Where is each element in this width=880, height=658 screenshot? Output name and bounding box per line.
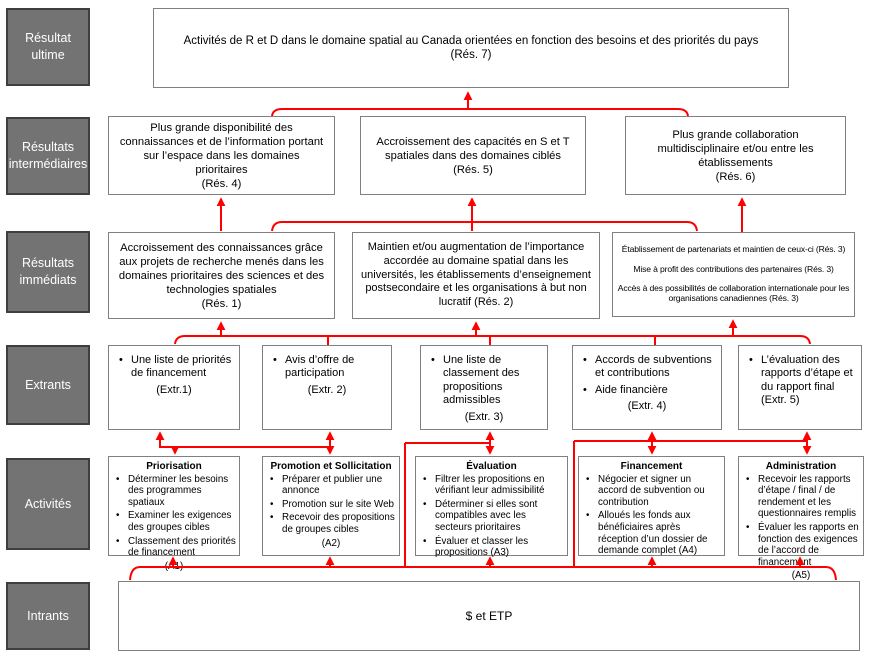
activity-title: Administration (765, 461, 837, 472)
activity-title: Évaluation (466, 461, 517, 472)
intermediate-ref: (Rés. 5) (453, 163, 493, 176)
bus-extrants-to-immediate (175, 336, 810, 344)
immediate-text: Accroissement des connaissances grâce aux projets de recherche menés dans les domaines prioritaires des sciences et des technologies spatiales (118, 241, 325, 296)
box-activity-promotion (262, 456, 400, 556)
extrant-ref: (Extr. 2) (307, 383, 347, 396)
intermediate-ref: (Rés. 4) (201, 177, 242, 190)
bus-immediate-to-intermediate (272, 222, 697, 231)
bullet-item: • Recevoir les rapports d’étape / final / de rendement et les questionnaires remplis (742, 474, 860, 520)
box-activity-priorisation (108, 456, 240, 572)
bullet-item: • Aide financière (577, 384, 717, 397)
activity-ref: (A1) (164, 560, 184, 572)
activity-title: Priorisation (146, 461, 202, 472)
row-label-activites: Activités (6, 458, 90, 550)
intermediate-text: Plus grande collaboration multidisciplinaire et/ou entre les établissements (657, 128, 814, 169)
intermediate-text: Accroissement des capacités en S et T spatiales dans des domaines ciblés (376, 135, 570, 162)
box-extrant-2 (262, 345, 392, 430)
activity-ref: (A2) (321, 537, 341, 549)
row-label-resultats-immediats: Résultats immédiats (6, 231, 90, 313)
row-label-intrants: Intrants (6, 582, 90, 650)
immediate-line: Accès à des possibilités de collaboration internationale pour les organisations canadiennes (Rés. 3) (617, 282, 850, 303)
immediate-line: Mise à profit des contributions des partenaires (Rés. 3) (633, 263, 834, 274)
bullet-item: • Évaluer les rapports en fonction des exigences de l’accord de financement (742, 522, 860, 568)
box-intermediate-res5 (360, 116, 586, 195)
box-intermediate-res6 (625, 116, 846, 195)
bullet-item: • L’évaluation des rapports d’étape et du rapport final (Extr. 5) (743, 354, 857, 408)
bus-intermediate-to-ultimate (272, 109, 688, 116)
row-label-resultats-intermediaires: Résultats intermédiaires (6, 117, 90, 195)
box-extrant-4 (572, 345, 722, 430)
box-immediate-res2 (352, 232, 600, 319)
activity-title: Financement (620, 461, 683, 472)
bullet-item: • Une liste de classement des propositions admissibles (425, 354, 543, 408)
bullet-item: • Examiner les exigences des groupes cibles (112, 510, 236, 533)
bullet-item: • Filtrer les propositions en vérifiant leur admissibilité (419, 474, 564, 497)
intrants-text: $ et ETP (465, 608, 513, 623)
bullet-item: • Avis d’offre de participation (267, 354, 387, 381)
box-activity-administration (738, 456, 864, 582)
box-activity-evaluation (415, 456, 568, 559)
extrant-ref: (Extr.1) (156, 383, 192, 396)
bullet-item: • Accords de subventions et contributions (577, 354, 717, 381)
row-label-resultat-ultime: Résultat ultime (6, 8, 90, 86)
immediate-text: Maintien et/ou augmentation de l’importance accordée au domaine spatial dans les universités, les établissements d’enseignement postsecondaire et les organisations à but non lucratif (Rés. 2) (361, 241, 591, 309)
immediate-ref: (Rés. 1) (201, 297, 242, 310)
ultimate-text: Activités de R et D dans le domaine spatial au Canada orientées en fonction des besoins et des priorités du pays (183, 34, 759, 47)
box-extrant-1 (108, 345, 240, 430)
activity-ref: (A5) (791, 570, 811, 582)
box-ultimate-outcome (153, 8, 789, 88)
box-extrant-3 (420, 345, 548, 430)
bullet-item: • Une liste de priorités de financement (113, 354, 235, 381)
row-label-extrants: Extrants (6, 345, 90, 425)
bullet-item: • Promotion sur le site Web (266, 499, 396, 511)
bullet-item: • Alloués les fonds aux bénéficiaires après réception d’un dossier de demande complet (A4) (582, 510, 721, 556)
box-extrant-5 (738, 345, 862, 430)
bullet-item: • Préparer et publier une annonce (266, 474, 396, 497)
activity-title: Promotion et Sollicitation (270, 461, 392, 472)
bullet-item: • Évaluer et classer les propositions (A3) (419, 536, 564, 559)
intermediate-text: Plus grande disponibilité des connaissances et de l’information portant sur l’espace dans les domaines prioritaires (119, 121, 324, 176)
box-activity-financement (578, 456, 725, 556)
bullet-item: • Classement des priorités de financement (112, 536, 236, 559)
bullet-item: • Recevoir des propositions de groupes cibles (266, 512, 396, 535)
extrant-ref: (Extr. 4) (627, 400, 667, 413)
box-immediate-res1 (108, 232, 335, 319)
link-activity1-extrant1 (160, 433, 330, 447)
bullet-item: • Déterminer si elles sont compatibles avec les secteurs prioritaires (419, 499, 564, 534)
bullet-item: • Négocier et signer un accord de subvention ou contribution (582, 474, 721, 509)
bullet-item: • Déterminer les besoins des programmes spatiaux (112, 474, 236, 509)
extrant-ref: (Extr. 3) (464, 410, 504, 423)
box-intrants (118, 581, 860, 651)
box-intermediate-res4 (108, 116, 335, 195)
intermediate-ref: (Rés. 6) (715, 170, 756, 183)
box-immediate-res3 (612, 232, 855, 317)
immediate-line: Établissement de partenariats et maintien de ceux-ci (Rés. 3) (621, 244, 846, 255)
ultimate-ref: (Rés. 7) (450, 49, 492, 61)
